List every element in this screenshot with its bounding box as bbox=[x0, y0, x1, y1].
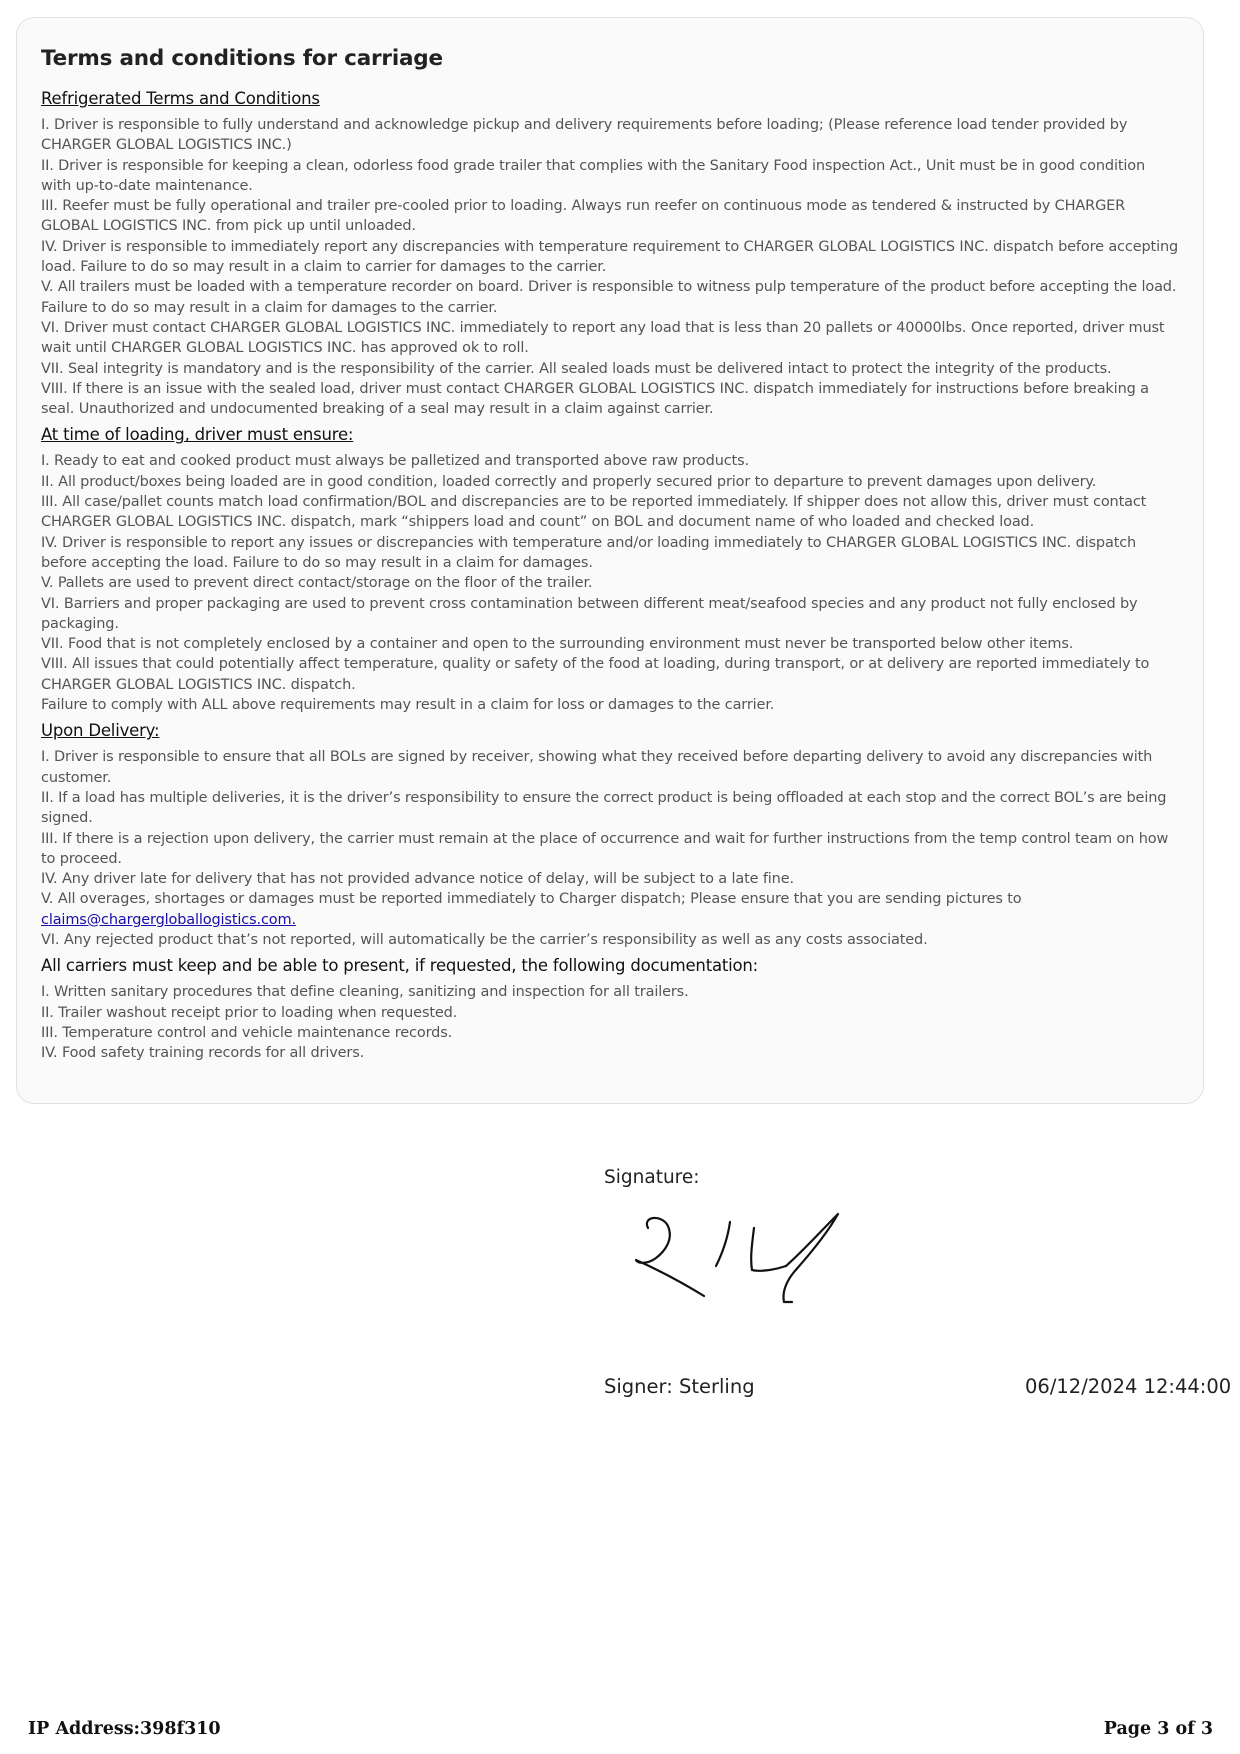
section-heading-delivery: Upon Delivery: bbox=[41, 721, 160, 741]
list-item: IV. Food safety training records for all drivers. bbox=[41, 1045, 365, 1062]
list-item: IV. Driver is responsible to immediately report any discrepancies with temperature requirement to CHARGER GLOBAL LOGISTICS INC. dispatch before accepting load. Failure to do so may result in a claim to carrier for damages to the carrier. bbox=[41, 238, 1179, 276]
list-item: V. Pallets are used to prevent direct contact/storage on the floor of the trailer. bbox=[41, 575, 593, 592]
list-item-text: V. All overages, shortages or damages must be reported immediately to Charger dispatch; Please ensure that you are sending pictures to bbox=[41, 891, 1022, 908]
list-item: I. Ready to eat and cooked product must always be palletized and transported above raw products. bbox=[41, 453, 749, 470]
list-item: III. Reefer must be fully operational and trailer pre-cooled prior to loading. Always run reefer on continuous mode as tendered & instructed by CHARGER GLOBAL LOGISTICS INC. from pick up until unloaded. bbox=[41, 198, 1126, 235]
list-item: II. If a load has multiple deliveries, it is the driver’s responsibility to ensure the correct product is being offloaded at each stop and the correct BOL’s are being signed. bbox=[41, 789, 1167, 827]
page-number: Page 3 of 3 bbox=[1103, 1719, 1213, 1739]
signature-datetime: 06/12/2024 12:44:00 bbox=[1025, 1375, 1232, 1398]
documentation-list bbox=[41, 982, 1179, 1063]
terms-panel bbox=[16, 17, 1204, 1104]
section-heading-refrigerated: Refrigerated Terms and Conditions bbox=[41, 89, 320, 108]
list-item: IV. Any driver late for delivery that has not provided advance notice of delay, will be subject to a late fine. bbox=[41, 871, 794, 888]
list-item: VIII. If there is an issue with the sealed load, driver must contact CHARGER GLOBAL LOGISTICS INC. dispatch immediately for instructions before breaking a seal. Unauthorized and undocumented breaking of a seal may result in a claim against carrier. bbox=[41, 380, 1149, 418]
list-item: I. Driver is responsible to fully understand and acknowledge pickup and delivery requirements before loading; (Please reference load tender provided by CHARGER GLOBAL LOGISTICS INC.) bbox=[41, 117, 1128, 154]
signer-name: Signer: Sterling bbox=[604, 1375, 755, 1398]
list-item: VI. Any rejected product that’s not reported, will automatically be the carrier’s responsibility as well as any costs associated. bbox=[41, 931, 928, 948]
delivery-requirements-list bbox=[41, 747, 1179, 950]
signature-label: Signature: bbox=[604, 1167, 700, 1188]
document-title: Terms and conditions for carriage bbox=[41, 46, 443, 71]
list-item: IV. Driver is responsible to report any issues or discrepancies with temperature and/or loading immediately to CHARGER GLOBAL LOGISTICS INC. dispatch before accepting the load. Failure to do so may result in a claim for damages. bbox=[41, 534, 1137, 571]
list-item bbox=[41, 889, 1179, 930]
list-item: I. Driver is responsible to ensure that all BOLs are signed by receiver, showing what they received before departing delivery to avoid any discrepancies with customer. bbox=[41, 749, 1153, 786]
list-item: II. Driver is responsible for keeping a clean, odorless food grade trailer that complies with the Sanitary Food inspection Act., Unit must be in good condition with up-to-date maintenance. bbox=[41, 157, 1146, 194]
list-item: I. Written sanitary procedures that define cleaning, sanitizing and inspection for all trailers. bbox=[41, 984, 689, 1001]
list-item: II. All product/boxes being loaded are in good condition, loaded correctly and properly secured prior to departure to prevent damages upon delivery. bbox=[41, 473, 1097, 490]
list-item: VII. Food that is not completely enclosed by a container and open to the surrounding environment must never be transported below other items. bbox=[41, 636, 1074, 653]
list-item: II. Trailer washout receipt prior to loading when requested. bbox=[41, 1004, 458, 1021]
claims-email-link[interactable]: claims@chargergloballogistics.com. bbox=[41, 911, 296, 928]
ip-address: IP Address:398f310 bbox=[28, 1719, 221, 1739]
list-item: III. All case/pallet counts match load confirmation/BOL and discrepancies are to be reported immediately. If shipper does not allow this, driver must contact CHARGER GLOBAL LOGISTICS INC. dispatch, mark “shippers load and count” on BOL and document name of who loaded and checked load. bbox=[41, 494, 1147, 531]
section-heading-documentation: All carriers must keep and be able to present, if requested, the following documentation: bbox=[41, 956, 759, 976]
loading-requirements-list bbox=[41, 451, 1179, 715]
list-item: VII. Seal integrity is mandatory and is the responsibility of the carrier. All sealed loads must be delivered intact to protect the integrity of the products. bbox=[41, 360, 1112, 377]
list-item: Failure to comply with ALL above requirements may result in a claim for loss or damages to the carrier. bbox=[41, 697, 775, 714]
list-item: III. If there is a rejection upon delivery, the carrier must remain at the place of occurrence and wait for further instructions from the temp control team on how to proceed. bbox=[41, 830, 1169, 867]
section-heading-loading: At time of loading, driver must ensure: bbox=[41, 425, 354, 445]
signature-image bbox=[634, 1210, 854, 1305]
refrigerated-terms-list bbox=[41, 115, 1179, 419]
list-item: VI. Driver must contact CHARGER GLOBAL LOGISTICS INC. immediately to report any load that is less than 20 pallets or 40000lbs. Once reported, driver must wait until CHARGER GLOBAL LOGISTICS INC. has approved ok to roll. bbox=[41, 319, 1165, 357]
list-item: III. Temperature control and vehicle maintenance records. bbox=[41, 1024, 453, 1041]
list-item: V. All trailers must be loaded with a temperature recorder on board. Driver is responsible to witness pulp temperature of the product before accepting the load. Failure to do so may result in a claim for damages to the carrier. bbox=[41, 279, 1177, 316]
list-item: VI. Barriers and proper packaging are used to prevent cross contamination between different meat/seafood species and any product not fully enclosed by packaging. bbox=[41, 595, 1138, 632]
list-item: VIII. All issues that could potentially affect temperature, quality or safety of the food at loading, during transport, or at delivery are reported immediately to CHARGER GLOBAL LOGISTICS INC. dispatch. bbox=[41, 656, 1150, 693]
